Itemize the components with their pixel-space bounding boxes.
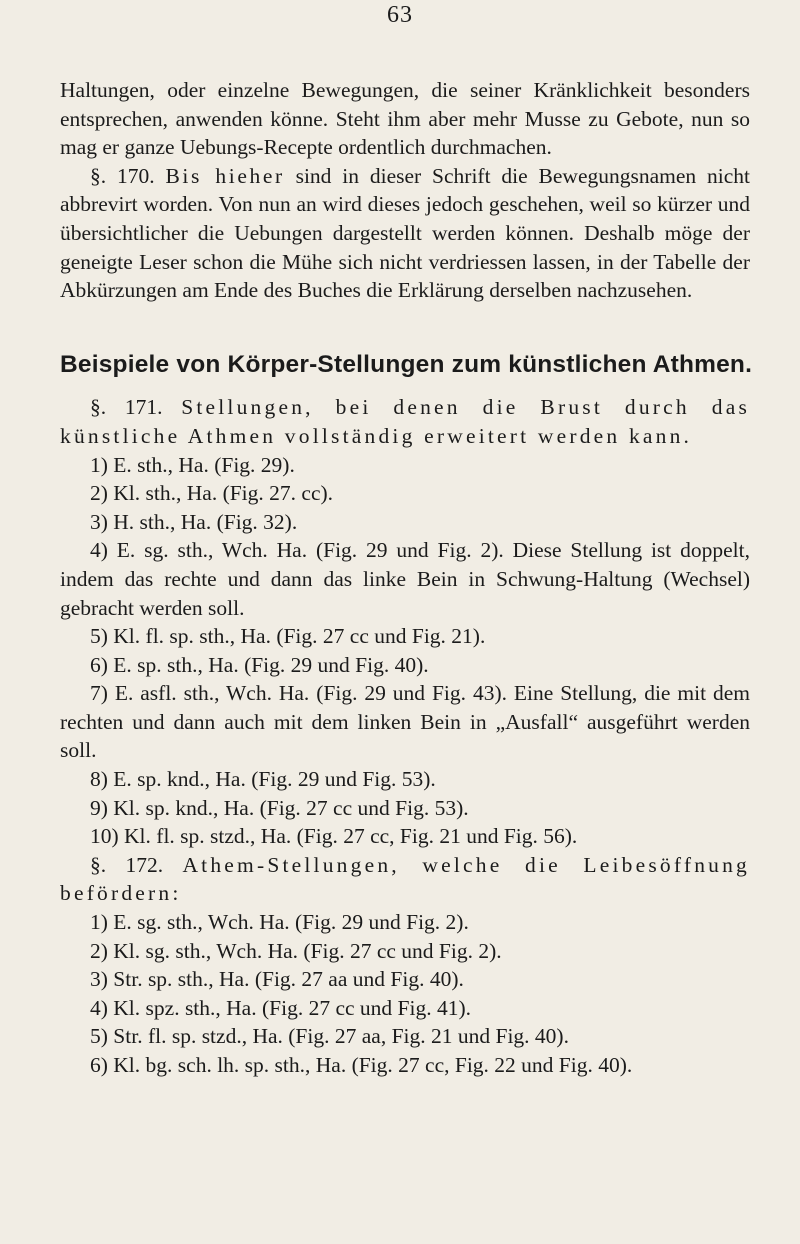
- list-item: 4) Kl. spz. sth., Ha. (Fig. 27 cc und Fig. 41).: [90, 995, 471, 1020]
- spaced-phrase-171: Stellungen, bei denen die Brust durch das künstliche Athmen vollständig erweitert werden kann.: [60, 395, 751, 448]
- list-item: 4) E. sg. sth., Wch. Ha. (Fig. 29 und Fig. 2). Diese Stellung ist doppelt, indem das rechte und dann das linke Bein in Schwung-Haltung (Wechsel) gebracht werden soll.: [60, 538, 750, 620]
- list-item: 2) Kl. sg. sth., Wch. Ha. (Fig. 27 cc und Fig. 2).: [90, 938, 502, 963]
- spaced-phrase-170: Bis hieher: [165, 163, 285, 188]
- page-number: 63: [387, 2, 413, 28]
- list-item: 8) E. sp. knd., Ha. (Fig. 29 und Fig. 53).: [90, 767, 436, 792]
- list-item: 10) Kl. fl. sp. stzd., Ha. (Fig. 27 cc, Fig. 21 und Fig. 56).: [90, 824, 578, 849]
- paragraph-170: [60, 162, 750, 305]
- list-item: 1) E. sth., Ha. (Fig. 29).: [90, 452, 295, 477]
- list-item: 7) E. asfl. sth., Wch. Ha. (Fig. 29 und Fig. 43). Eine Stellung, die mit dem rechten und dann auch mit dem linken Bein in „Ausfall“ ausgeführt werden soll.: [60, 681, 750, 763]
- paragraph-171: [60, 393, 750, 450]
- list-item: 1) E. sg. sth., Wch. Ha. (Fig. 29 und Fig. 2).: [90, 910, 469, 935]
- list-item: 6) Kl. bg. sch. lh. sp. sth., Ha. (Fig. 27 cc, Fig. 22 und Fig. 40).: [90, 1053, 633, 1077]
- section-heading: Beispiele von Körper-Stellungen zum künstlichen Athmen.: [60, 350, 753, 378]
- section-number-171: §. 171.: [90, 395, 163, 420]
- list-item: 3) H. sth., Ha. (Fig. 32).: [90, 509, 298, 534]
- list-item: 2) Kl. sth., Ha. (Fig. 27. cc).: [90, 481, 334, 506]
- paragraph-172: [60, 851, 750, 908]
- list-item: 9) Kl. sp. knd., Ha. (Fig. 27 cc und Fig. 53).: [90, 795, 469, 820]
- paragraph-intro: Haltungen, oder einzelne Bewegungen, die seiner Kränklichkeit besonders entsprechen, anwenden könne. Steht ihm aber mehr Musse zu Gebote, nun so mag er ganze Uebungs-Recepte ordentlich durchmachen.: [60, 78, 750, 160]
- spaced-phrase-172: Athem-Stellungen, welche die Leibesöffnung befördern:: [60, 852, 750, 906]
- section-number-170: §. 170.: [90, 163, 155, 188]
- list-item: 3) Str. sp. sth., Ha. (Fig. 27 aa und Fig. 40).: [90, 967, 464, 992]
- list-item: 6) E. sp. sth., Ha. (Fig. 29 und Fig. 40).: [90, 652, 429, 677]
- section-number-172: §. 172.: [90, 852, 164, 877]
- list-item: 5) Str. fl. sp. stzd., Ha. (Fig. 27 aa, Fig. 21 und Fig. 40).: [90, 1024, 569, 1049]
- paragraph-170-text: sind in dieser Schrift die Bewegungsnamen nicht abbrevirt worden. Von nun an wird dieses jedoch geschehen, weil so kürzer und übersichtlicher die Uebungen dargestellt werden können. Deshalb möge der geneigte Leser schon die Mühe sich nicht verdriessen lassen, in der Tabelle der Abkürzungen am Ende des Buches die Erklärung derselben nachzusehen.: [60, 163, 751, 303]
- body-text: [60, 76, 753, 1080]
- list-item: 5) Kl. fl. sp. sth., Ha. (Fig. 27 cc und Fig. 21).: [90, 624, 486, 649]
